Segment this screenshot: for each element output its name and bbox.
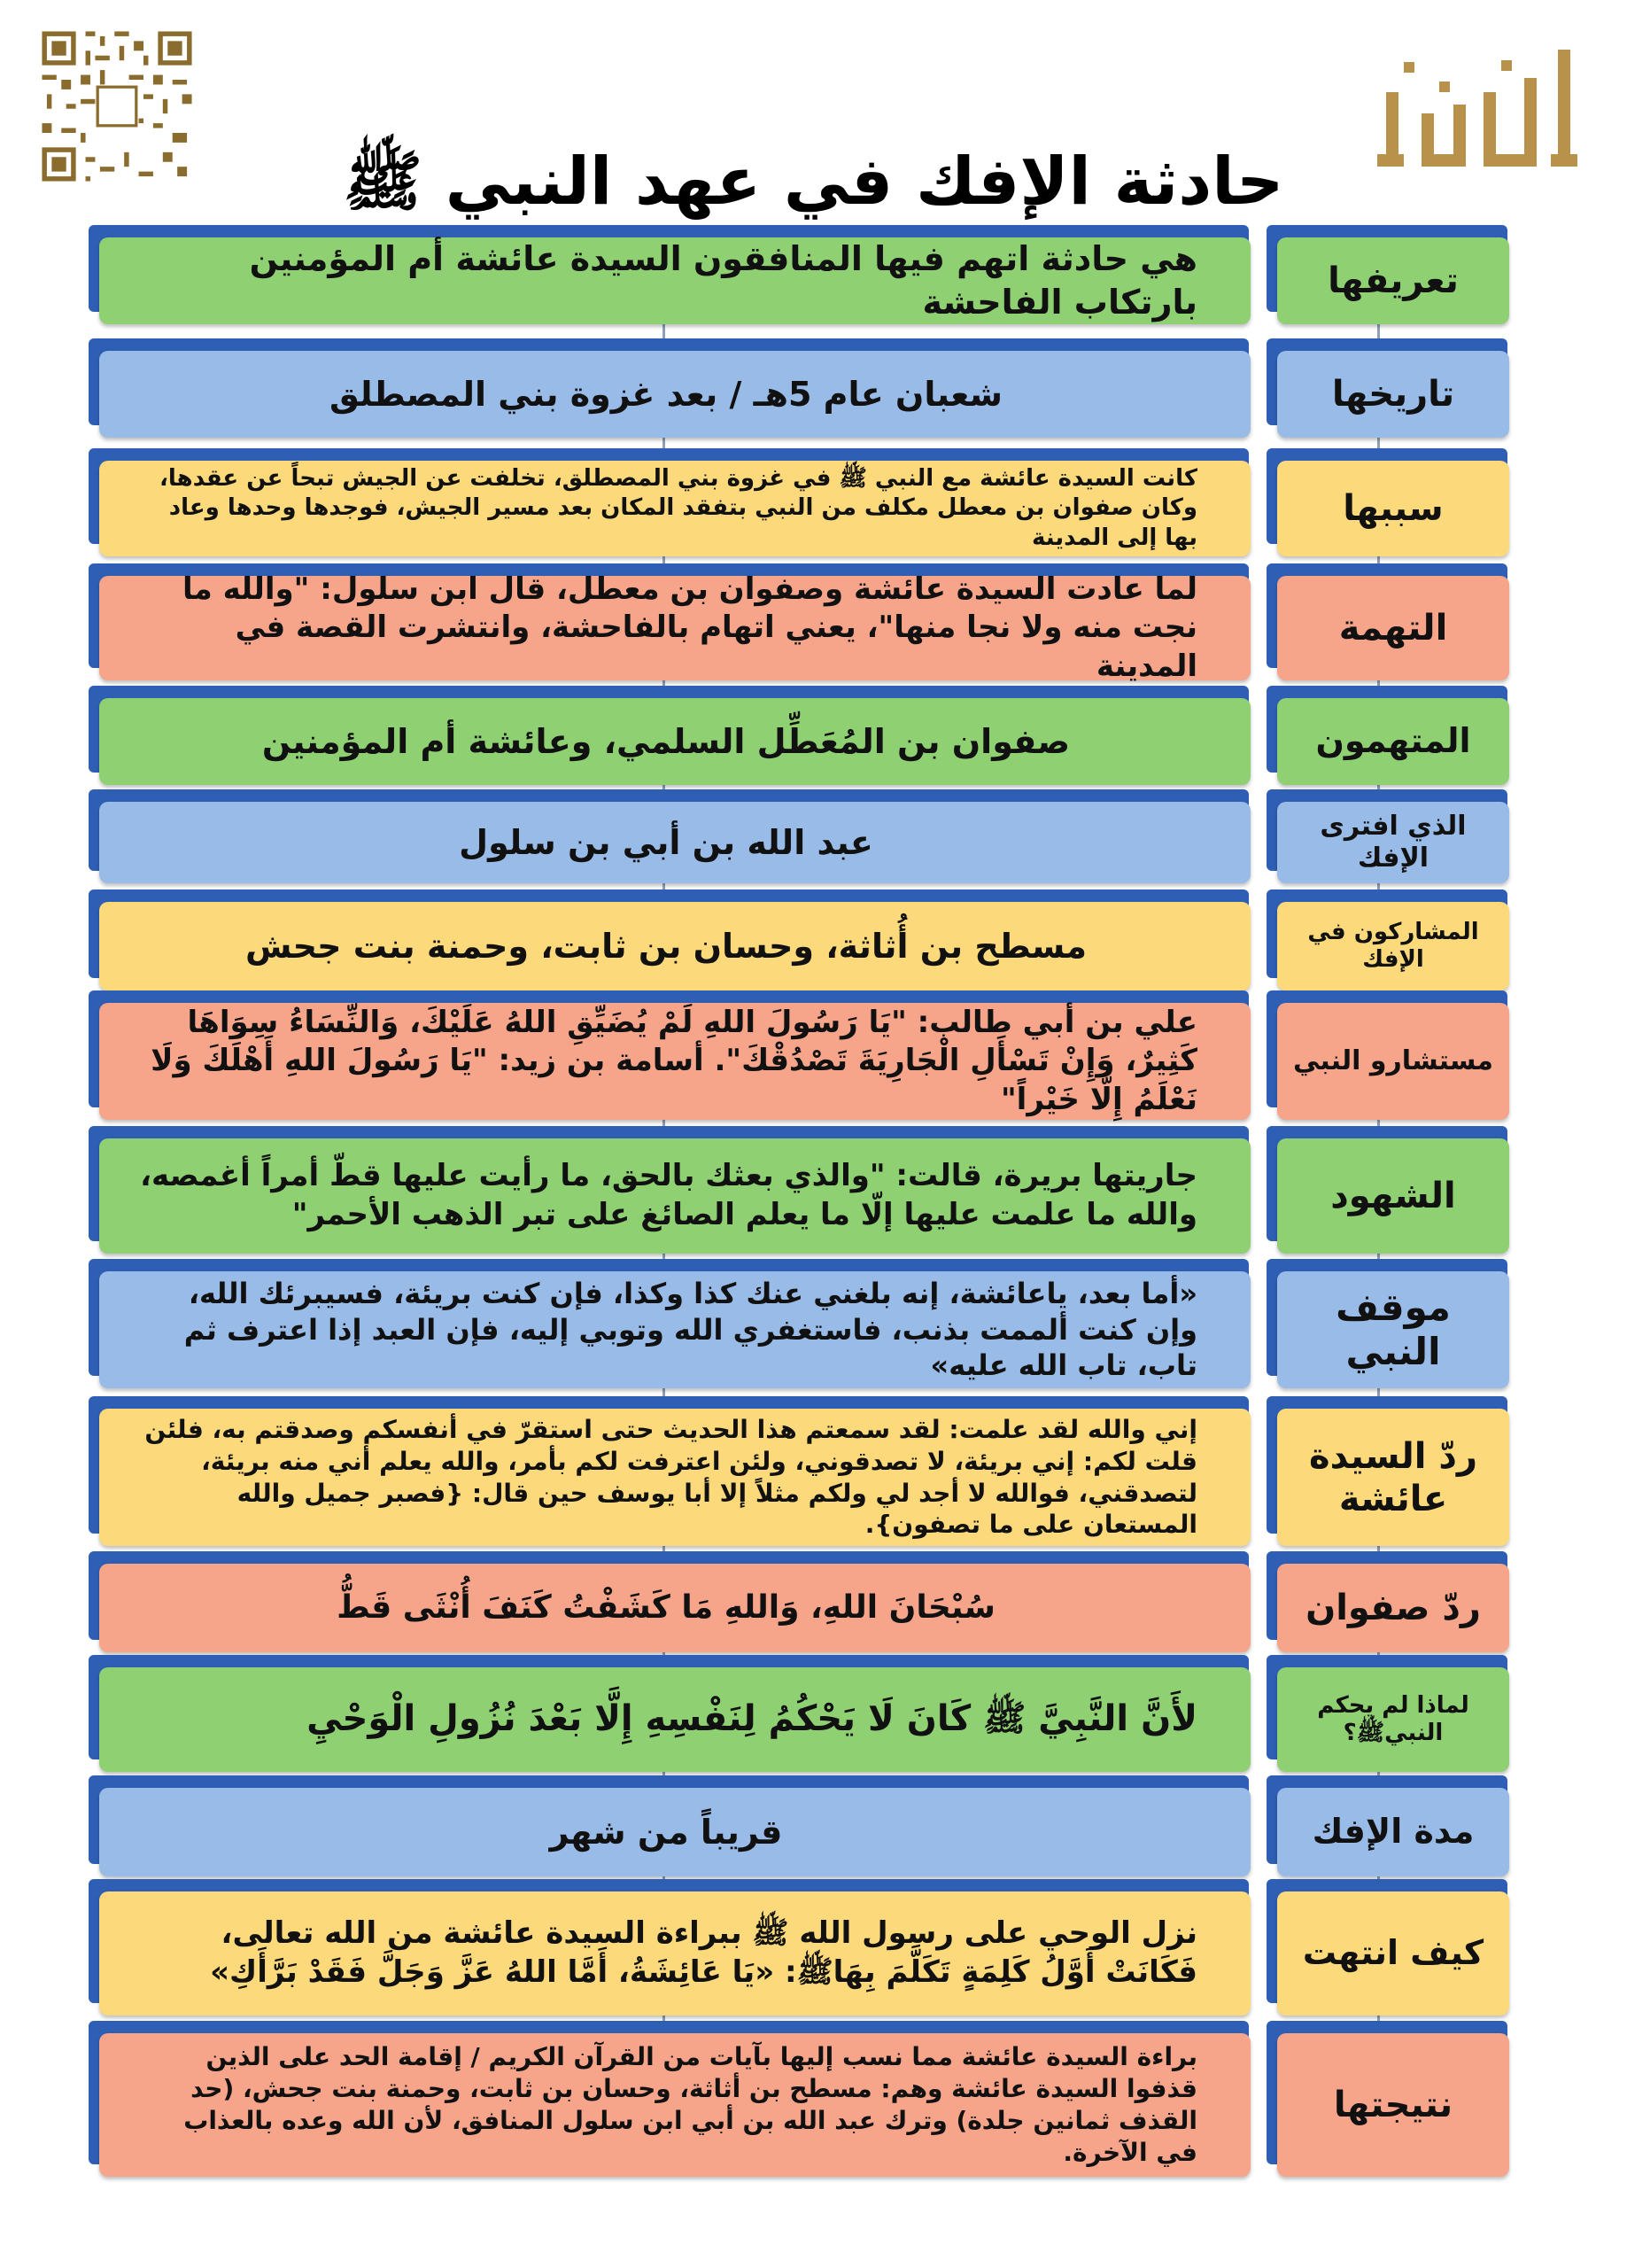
row-label-text: ردّ السيدة عائشة [1309,1435,1477,1519]
row-content [99,1409,1251,1546]
row-label [1277,1138,1509,1254]
row-content-text: جاريتها بريرة، قالت: "والذي بعثك بالحق، ما رأيت عليها قطّ أمراً أغمصه، والله ما علمت عليها إلّا ما يعلم الصائغ على تبر الذهب الأحمر" [140,1158,1197,1232]
row-label-text: كيف انتهت [1302,1933,1484,1973]
row-content [99,461,1251,556]
row-label [1277,237,1509,324]
row-content-text: عبد الله بن أبي بن سلول [459,822,873,862]
row-content-text: هي حادثة اتهم فيها المنافقون السيدة عائشة أم المؤمنين بارتكاب الفاحشة [249,239,1197,322]
row-content-text: إني والله لقد علمت: لقد سمعتم هذا الحديث حتى استقرّ في أنفسكم وصدقتم به، فلئن قلت لكم: إني بريئة، لا تصدقوني، ولئن اعترفت لكم بأمر، والله يعلم أني منه بريئة، لتصدقني، فوالله لا أجد لي ولكم مثلاً إلا أبا يوسف حين قال: {فصبر جميل والله المستعان على ما تصفون}. [144,1414,1197,1540]
row-content [99,1564,1251,1652]
row-label [1277,1271,1509,1388]
row-content-text: مسطح بن أُثاثة، وحسان بن ثابت، وحمنة بنت جحش [244,926,1088,966]
row-label [1277,1667,1509,1772]
row-label-text: لماذا لم يحكم النبيﷺ؟ [1317,1691,1469,1746]
row-label [1277,1891,1509,2016]
row-label-text: تاريخها [1331,374,1455,415]
row-label [1277,802,1509,883]
row-content [99,351,1251,438]
row-content [99,1271,1251,1388]
row-content [99,1891,1251,2016]
row-label [1277,351,1509,438]
row-label-text: ردّ صفوان [1305,1588,1481,1628]
row-label-text: موقف النبي [1336,1285,1451,1373]
row-content [99,2033,1251,2177]
row-content [99,698,1251,785]
row-label [1277,1564,1509,1652]
row-label-text: تعريفها [1328,260,1459,301]
row-label-text: المشاركون في الإفك [1307,918,1479,973]
row-label-text: نتيجتها [1333,2085,1453,2125]
row-content-text: قريباً من شهر [549,1812,783,1852]
row-content-text: لما عادت السيدة عائشة وصفوان بن معطل، قال ابن سلول: "والله ما نجت منه ولا نجا منها"، يعني اتهام بالفاحشة، وانتشرت القصة في المدينة [182,571,1197,684]
row-label [1277,1409,1509,1546]
row-label-text: المتهمون [1315,721,1471,761]
row-content [99,1667,1251,1772]
row-content-text: «أما بعد، ياعائشة، إنه بلغني عنك كذا وكذا، فإن كنت بريئة، فسيبرئك الله، وإن كنت ألممت بذنب، فاستغفري الله وتوبي إليه، فإن العبد إذا اعترف ثم تاب، تاب الله عليه» [183,1276,1197,1383]
row-content [99,1788,1251,1876]
row-content-text: براءة السيدة عائشة مما نسب إليها بآيات من القرآن الكريم / إقامة الحد على الذين قذفوا السيدة عائشة وهم: مسطح بن أثاثة، وحسان بن ثابت، وحمنة بنت جحش، (حد القذف ثمانين جلدة) وترك عبد الله بن أبي ابن سلول المنافق، لأن الله وعده بالعذاب في الآخرة. [183,2042,1197,2167]
row-label [1277,1788,1509,1876]
row-label-text: مستشارو النبي [1293,1045,1493,1076]
row-label [1277,461,1509,556]
page-title: حادثة الإفك في عهد النبي ﷺ [343,144,1284,220]
row-content-text: كانت السيدة عائشة مع النبي ﷺ في غزوة بني المصطلق، تخلفت عن الجيش تبحاً عن عقدها، وكان صفوان بن معطل مكلف من النبي بتفقد المكان بعد مسير الجيش، فوجدها وحدها وعاد بها إلى المدينة [159,465,1197,551]
row-label-text: سببها [1343,488,1444,529]
row-content [99,1138,1251,1254]
row-label [1277,698,1509,785]
row-content-text: سُبْحَانَ اللهِ، وَاللهِ مَا كَشَفْتُ كَنَفَ أُنْثَى قَطُّ [337,1588,996,1626]
row-label [1277,2033,1509,2177]
row-label-text: التهمة [1338,608,1448,649]
row-label-text: الشهود [1330,1176,1456,1216]
row-content [99,237,1251,324]
row-label-text: الذي افترى الإفك [1320,811,1467,874]
row-label [1277,902,1509,990]
row-content-text: علي بن أبي طالب: "يَا رَسُولَ اللهِ لَمْ يُضَيِّقِ اللهُ عَلَيْكَ، وَالنِّسَاءُ سِوَاهَا كَثِيرٌ، وَإِنْ تَسْأَلِ الْجَارِيَةَ تَصْدُقْكَ". أسامة بن زيد: "يَا رَسُولَ اللهِ أَهْلَكَ وَلَا نَعْلَمُ إِلَّا خَيْراً" [151,1004,1197,1117]
row-content [99,802,1251,883]
row-content [99,1003,1251,1120]
row-label [1277,576,1509,680]
row-label [1277,1003,1509,1120]
row-content-text: لأَنَّ النَّبِيَّ ﷺ كَانَ لَا يَحْكُمُ لِنَفْسِهِ إِلَّا بَعْدَ نُزُولِ الْوَحْيِ [306,1698,1197,1740]
row-content-text: نزل الوحي على رسول الله ﷺ ببراءة السيدة عائشة من الله تعالى، فَكَانَتْ أَوَّلُ كَلِمَةٍ تَكَلَّمَ بِهَاﷺ: «يَا عَائِشَةُ، أَمَّا اللهُ عَزَّ وَجَلَّ فَقَدْ بَرَّأَكِ» [210,1915,1197,1990]
row-label-text: مدة الإفك [1312,1812,1475,1852]
row-content-text: شعبان عام 5هـ / بعد غزوة بني المصطلق [329,374,1003,414]
row-content [99,571,1251,684]
row-content [99,902,1251,990]
row-content-text: صفوان بن المُعَطِّل السلمي، وعائشة أم المؤمنين [261,721,1071,761]
